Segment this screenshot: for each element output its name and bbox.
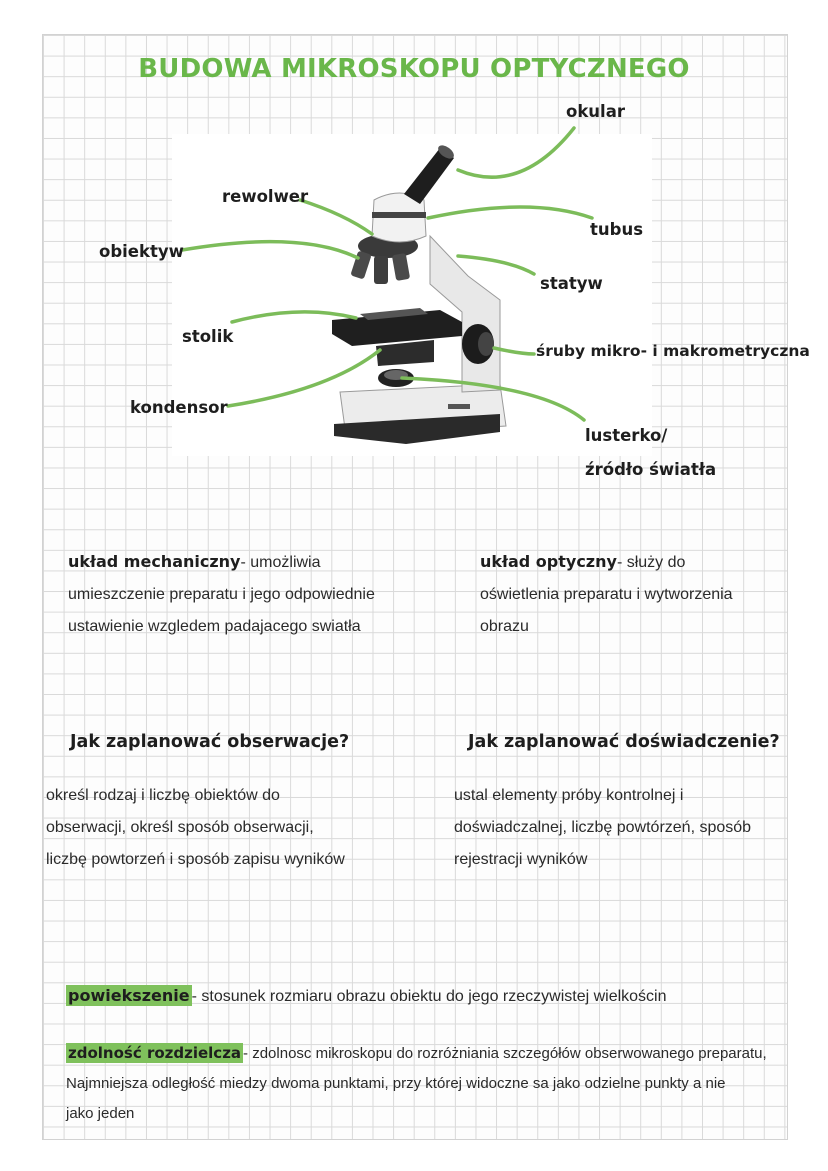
mechanical-system-line-1: - umożliwia (240, 554, 321, 571)
observation-heading: Jak zaplanować obserwacje? (70, 732, 350, 752)
magnification-term: powiekszenie (68, 986, 190, 1005)
observation-line-3: liczbę powtorzeń i sposób zapisu wyników (46, 851, 345, 868)
label-kondensor: kondensor (130, 398, 228, 417)
mechanical-system-term: układ mechaniczny (68, 552, 241, 571)
observation-line-1: określ rodzaj i liczbę obiektów do (46, 787, 280, 804)
resolution-line-1: - zdolnosc mikroskopu do rozróżniania szczegółów obserwowanego preparatu, (243, 1045, 767, 1062)
magnification-definition (66, 980, 776, 1013)
label-statyw: statyw (540, 274, 603, 293)
experiment-line-2: doświadczalnej, liczbę powtórzeń, sposób (454, 819, 752, 836)
experiment-line-1: ustal elementy próby kontrolnej i (454, 787, 684, 804)
observation-line-2: obserwacji, określ sposób obserwacji, (46, 819, 314, 836)
experiment-heading: Jak zaplanować doświadczenie? (468, 732, 780, 752)
experiment-line-3: rejestracji wyników (454, 851, 588, 868)
optical-system-line-1: - służy do (616, 554, 686, 571)
mechanical-system-block (68, 546, 408, 643)
label-tubus: tubus (590, 220, 644, 239)
label-sruby: śruby mikro- i makrometryczna (536, 342, 810, 360)
resolution-line-3: jako jeden (66, 1105, 135, 1122)
observation-block (46, 780, 386, 876)
page-title: BUDOWA MIKROSKOPU OPTYCZNEGO (138, 54, 690, 84)
mechanical-system-line-2: umieszczenie preparatu i jego odpowiednie (68, 586, 375, 603)
optical-system-term: układ optyczny (480, 552, 617, 571)
label-zrodlo-swiatla: źródło światła (585, 460, 717, 479)
experiment-block (454, 780, 784, 876)
resolution-term: zdolność rozdzielcza (68, 1044, 242, 1062)
label-stolik: stolik (182, 327, 234, 346)
label-rewolwer: rewolwer (222, 187, 309, 206)
label-lusterko: lusterko/ (585, 426, 668, 445)
label-obiektyw: obiektyw (99, 242, 184, 261)
optical-system-line-3: obrazu (480, 618, 529, 635)
mechanical-system-line-3: ustawienie wzgledem padajacego swiatła (68, 618, 361, 635)
optical-system-line-2: oświetlenia preparatu i wytworzenia (480, 586, 733, 603)
resolution-line-2: Najmniejsza odległość miedzy dwoma punktami, przy której widoczne sa jako odzielne punkty a nie (66, 1075, 726, 1092)
magnification-text: - stosunek rozmiaru obrazu obiektu do jego rzeczywistej wielkościn (191, 988, 667, 1005)
label-okular: okular (566, 102, 625, 121)
optical-system-block (480, 546, 780, 643)
resolution-definition (66, 1038, 780, 1129)
